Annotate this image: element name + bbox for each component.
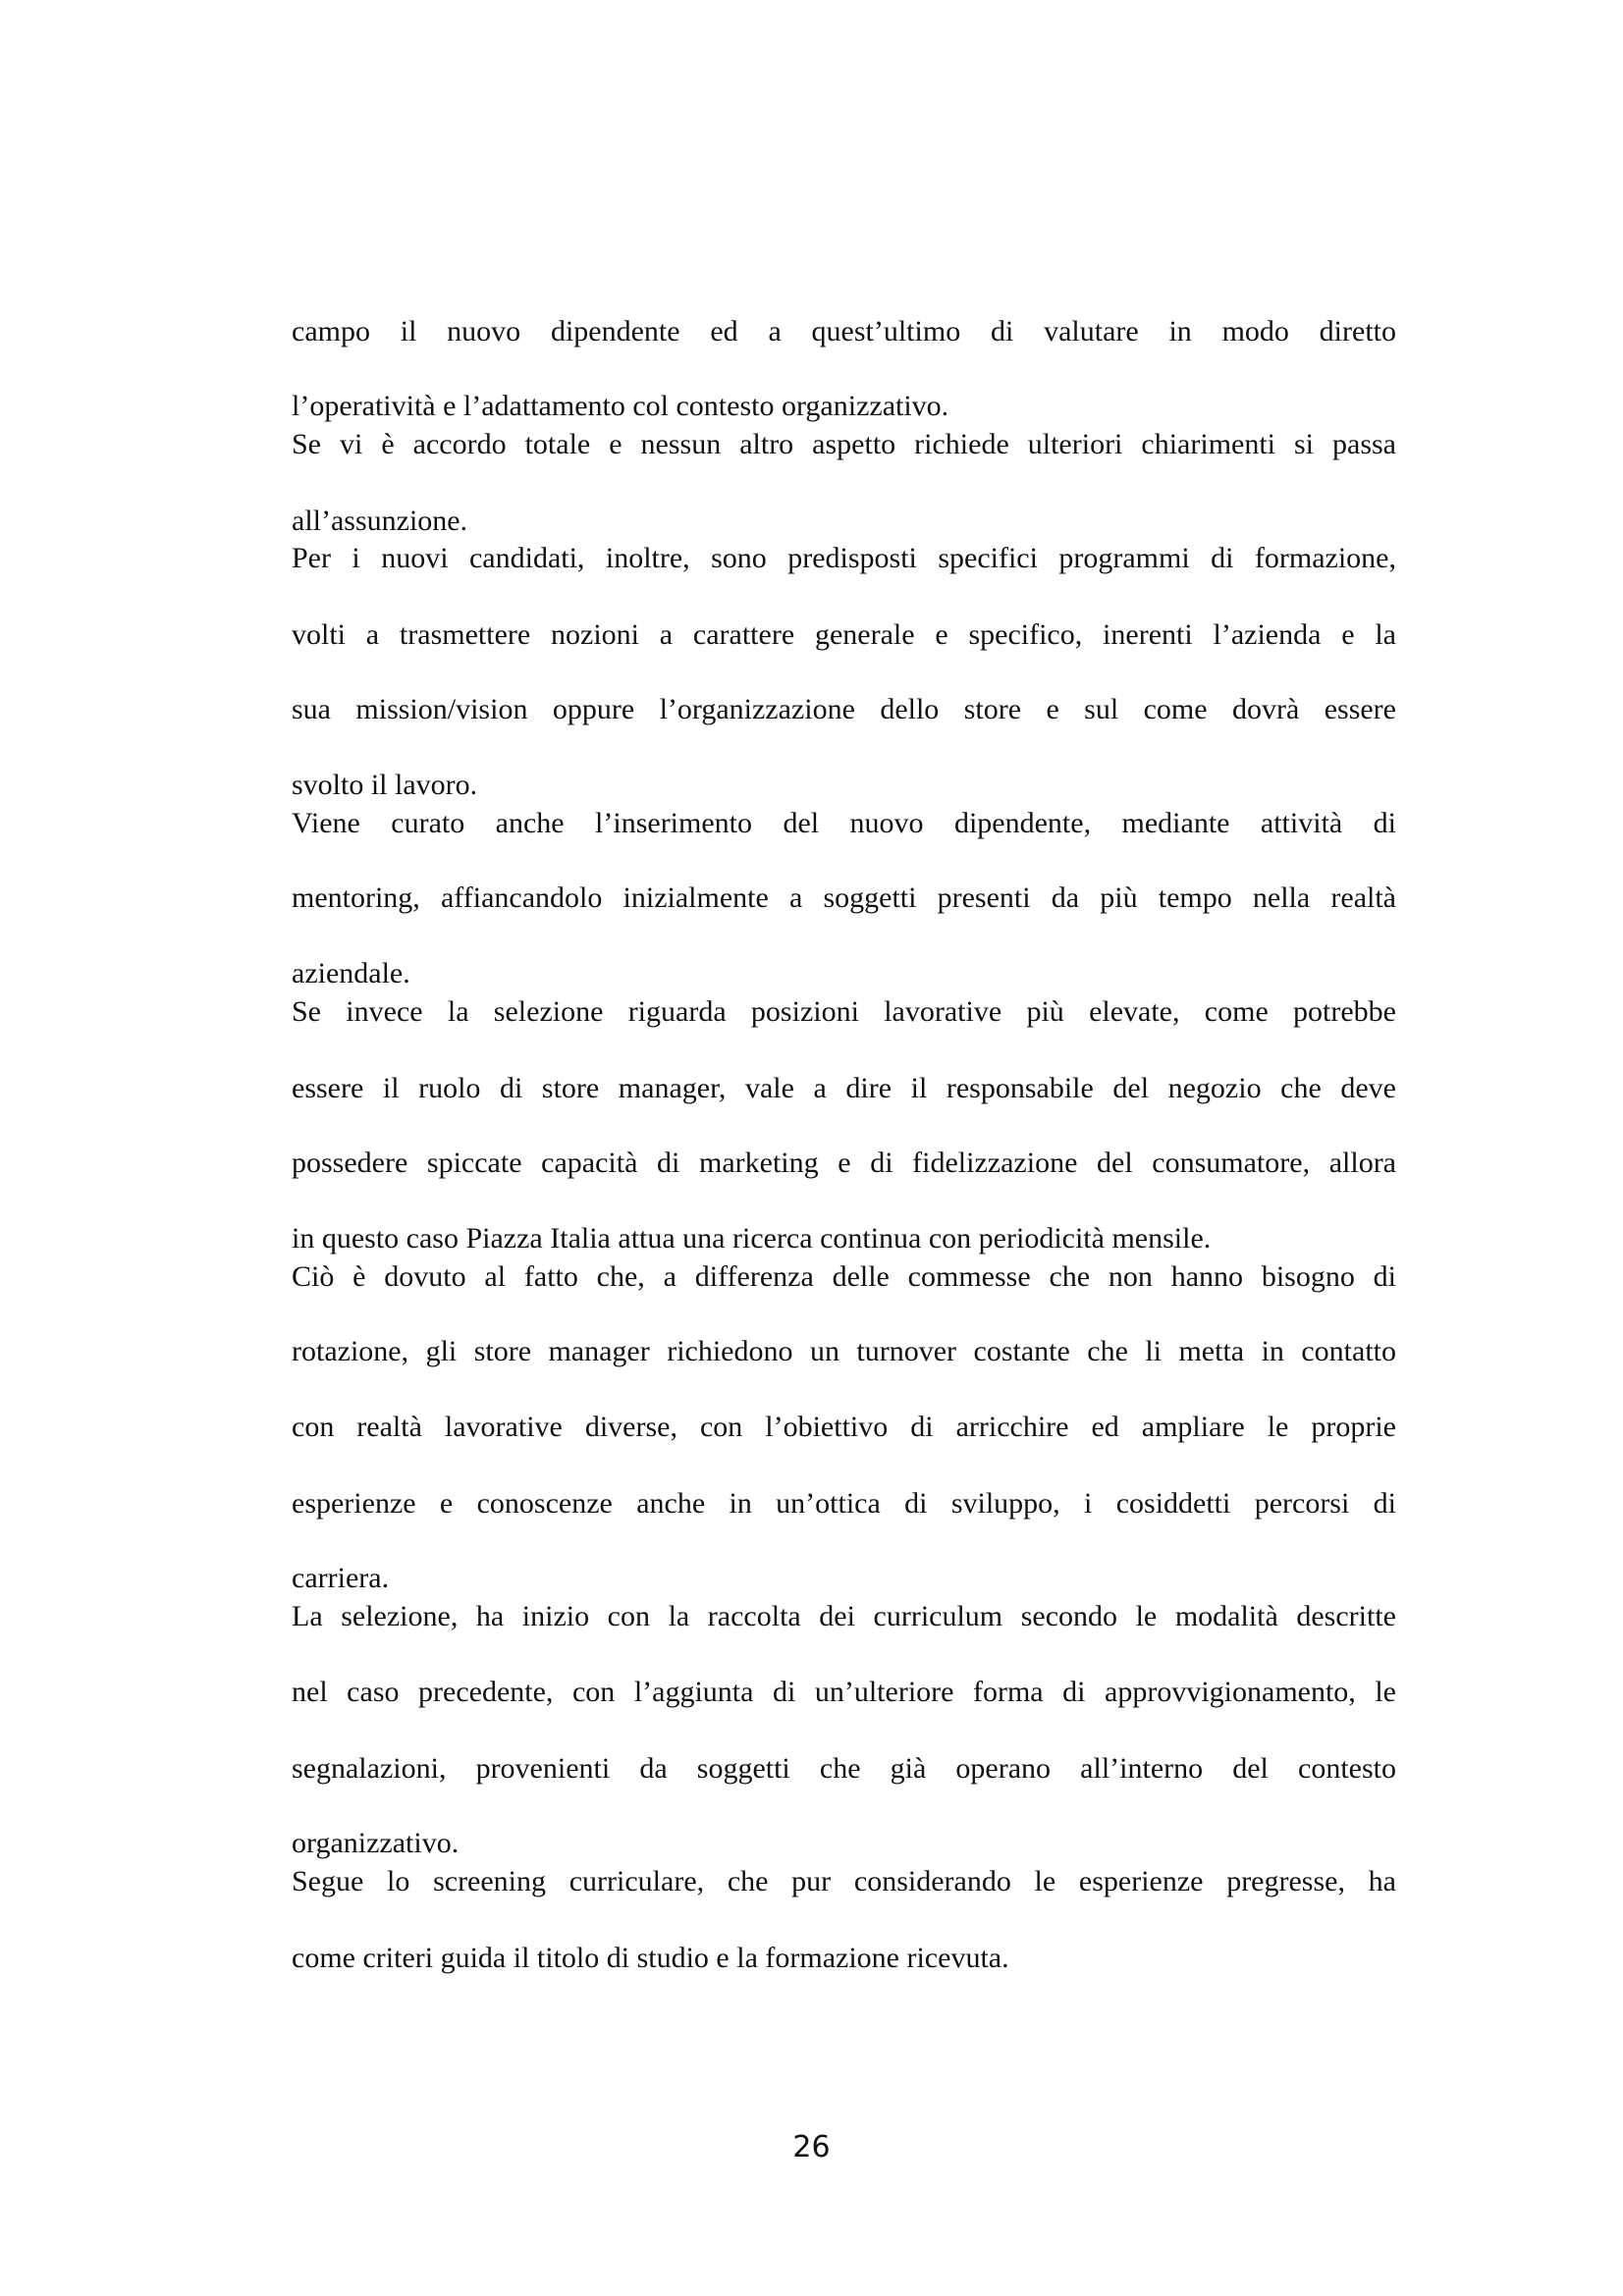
text-line: l’operatività e l’adattamento col contesto organizzativo. [292, 390, 949, 422]
text-line: sua mission/vision oppure l’organizzazione dello store e sul come dovrà essere [292, 693, 1396, 725]
text-line: segnalazioni, provenienti da soggetti che già operano all’interno del contesto [292, 1752, 1396, 1785]
text-line: con realtà lavorative diverse, con l’obiettivo di arricchire ed ampliare le proprie [292, 1411, 1396, 1443]
text-line: come criteri guida il titolo di studio e la formazione ricevuta. [292, 1942, 1009, 1974]
text-line: in questo caso Piazza Italia attua una ricerca continua con periodicità mensile. [292, 1222, 1212, 1255]
text-line: Se vi è accordo totale e nessun altro aspetto richiede ulteriori chiarimenti si passa [292, 428, 1396, 460]
text-line: essere il ruolo di store manager, vale a dire il responsabile del negozio che deve [292, 1072, 1396, 1104]
text-line: svolto il lavoro. [292, 769, 478, 801]
text-line: Ciò è dovuto al fatto che, a differenza delle commesse che non hanno bisogno di [292, 1260, 1396, 1293]
text-line: rotazione, gli store manager richiedono un turnover costante che li metta in contatto [292, 1335, 1396, 1367]
text-line: carriera. [292, 1562, 390, 1594]
text-line: nel caso precedente, con l’aggiunta di un’ulteriore forma di approvvigionamento, le [292, 1676, 1396, 1708]
text-line: all’assunzione. [292, 505, 468, 537]
text-line: possedere spiccate capacità di marketing e di fidelizzazione del consumatore, allora [292, 1147, 1396, 1179]
text-line: La selezione, ha inizio con la raccolta dei curriculum secondo le modalità descritte [292, 1600, 1396, 1632]
page-number: 26 [792, 2130, 831, 2164]
text-line: esperienze e conoscenze anche in un’ottica di sviluppo, i cosiddetti percorsi di [292, 1487, 1396, 1520]
text-line: organizzativo. [292, 1827, 460, 1859]
text-line: Per i nuovi candidati, inoltre, sono predisposti specifici programmi di formazione, [292, 542, 1396, 574]
text-line: Segue lo screening curriculare, che pur considerando le esperienze pregresse, ha [292, 1865, 1396, 1897]
text-line: Se invece la selezione riguarda posizioni lavorative più elevate, come potrebbe [292, 995, 1396, 1028]
text-line: mentoring, affiancandolo inizialmente a soggetti presenti da più tempo nella realtà [292, 881, 1396, 914]
text-line: campo il nuovo dipendente ed a quest’ultimo di valutare in modo diretto [292, 315, 1396, 347]
text-line: aziendale. [292, 957, 410, 989]
text-line: Viene curato anche l’inserimento del nuovo dipendente, mediante attività di [292, 807, 1396, 839]
text-line: volti a trasmettere nozioni a carattere generale e specifico, inerenti l’azienda e la [292, 618, 1396, 651]
